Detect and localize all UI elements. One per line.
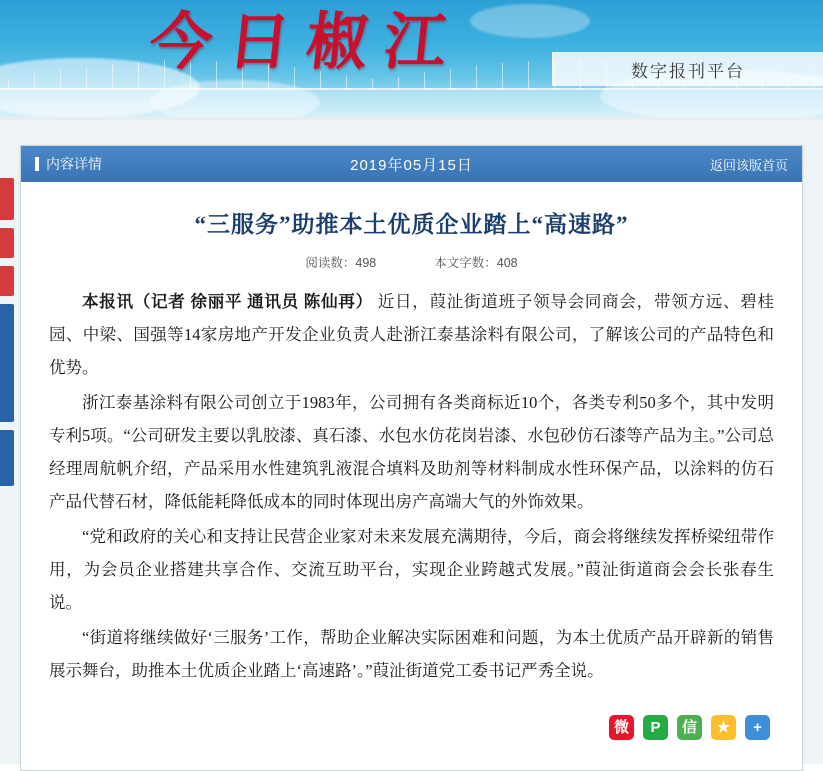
bar-marker-icon — [35, 157, 39, 171]
site-masthead-logo[interactable]: 今日椒江 — [146, 9, 466, 77]
article-header-bar — [21, 146, 802, 182]
bridge-cable-decoration — [138, 62, 139, 90]
article-paragraphs — [49, 285, 774, 687]
bridge-cable-decoration — [112, 64, 113, 90]
back-to-page-link[interactable]: 返回该版首页 — [709, 157, 788, 173]
article-byline: 本报讯（记者 徐丽平 通讯员 陈仙再） — [82, 292, 373, 311]
edge-tab-blue-2[interactable] — [0, 430, 14, 486]
platform-label: 数字报刊平台 — [552, 52, 823, 86]
qzone-icon[interactable]: ★ — [711, 715, 736, 740]
edge-tab-red-2[interactable] — [0, 228, 14, 258]
share-toolbar — [21, 699, 802, 760]
wechat-icon[interactable]: 信 — [677, 715, 702, 740]
edge-tab-red-3[interactable] — [0, 266, 14, 296]
card-bottom-spacer — [21, 760, 802, 770]
article-paragraph-text: 近日，葭沚街道班子领导会同商会，带领方远、碧桂园、中梁、国强等14家房地产开发企业负责人赴浙江泰基涂料有限公司，了解该公司的产品特色和优势。 — [49, 292, 775, 377]
pinterest-icon[interactable]: P — [643, 715, 668, 740]
more-share-icon[interactable]: + — [745, 715, 770, 740]
section-label-group — [35, 154, 235, 174]
word-count: 本文字数：408 — [434, 256, 518, 270]
publish-date: 2019年05月15日 — [350, 156, 473, 174]
article-card — [20, 145, 803, 771]
weibo-icon[interactable]: 微 — [609, 715, 634, 740]
article-paragraph-lead — [49, 285, 774, 384]
left-edge-tab-strip — [0, 178, 14, 494]
article-body — [21, 182, 802, 699]
edge-tab-red-1[interactable] — [0, 178, 14, 220]
article-paragraph: “党和政府的关心和支持让民营企业家对未来发展充满期待，今后，商会将继续发挥桥梁纽带作用，为会员企业搭建共享合作、交流互助平台，实现企业跨越式发展。”葭沚街道商会会长张春生说。 — [49, 527, 774, 612]
article-headline: “三服务”助推本土优质企业踏上“高速路” — [194, 212, 629, 237]
read-count: 阅读数：498 — [305, 256, 377, 270]
edge-tab-blue-1[interactable] — [0, 304, 14, 422]
article-paragraph: “街道将继续做好‘三服务’工作，帮助企业解决实际困难和问题，为本土优质产品开辟新的销售展示舞台，助推本土优质企业踏上‘高速路’。”葭沚街道党工委书记严秀全说。 — [49, 628, 774, 680]
bridge-deck-decoration — [0, 88, 823, 120]
page-background — [0, 120, 823, 764]
article-meta — [49, 253, 774, 285]
article-paragraph: 浙江泰基涂料有限公司创立于1983年，公司拥有各类商标近10个，各类专利50多个，其中发明专利5项。“公司研发主要以乳胶漆、真石漆、水包水仿花岗岩漆、水包砂仿石漆等产品为主。”公司总经理周航帆介绍，产品采用水性建筑乳液混合填料及助剂等材料制成水性环保产品，以涂料的仿石产品代替石材，降低能耗降低成本的同时体现出房产高端大气的外饰效果。 — [49, 393, 774, 511]
bridge-cable-decoration — [86, 67, 87, 90]
site-banner — [0, 0, 823, 120]
section-label: 内容详情 — [46, 156, 102, 172]
